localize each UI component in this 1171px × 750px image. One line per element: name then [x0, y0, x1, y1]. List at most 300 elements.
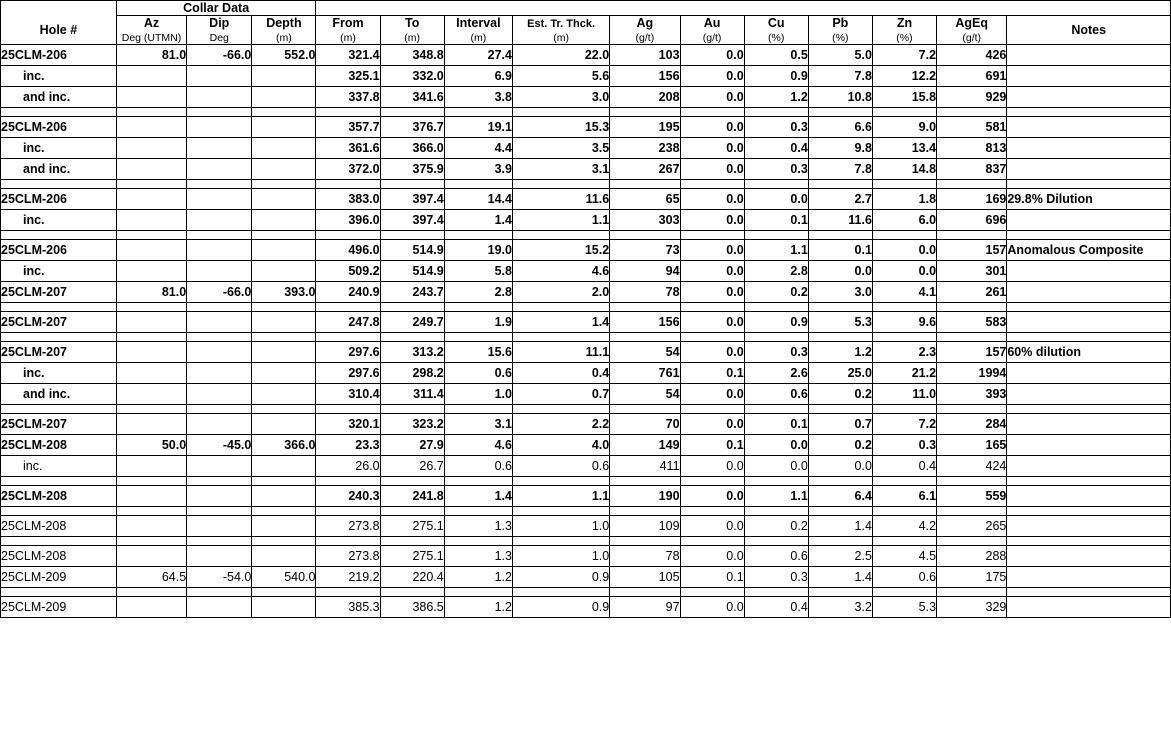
- cell-cu: 0.6: [744, 384, 808, 405]
- cell-notes: [1007, 159, 1171, 180]
- cell-azimuth: [116, 87, 186, 108]
- cell-interval: 1.4: [444, 486, 512, 507]
- cell-ageq: 837: [937, 159, 1007, 180]
- cell-ageq: 696: [937, 210, 1007, 231]
- cell-au: [680, 231, 744, 240]
- cell-dip: [187, 138, 252, 159]
- cell-dip: -66.0: [187, 282, 252, 303]
- cell-ageq: [937, 477, 1007, 486]
- cell-to: 220.4: [380, 567, 444, 588]
- cell-depth: 552.0: [252, 45, 316, 66]
- cell-zn: 4.5: [872, 546, 936, 567]
- cell-depth: [252, 231, 316, 240]
- header-pb-label: Pb: [832, 16, 849, 31]
- cell-azimuth: 81.0: [116, 45, 186, 66]
- cell-to: [380, 303, 444, 312]
- cell-notes: [1007, 210, 1171, 231]
- header-est-tr-thck-unit: (m): [553, 31, 569, 44]
- cell-notes: [1007, 87, 1171, 108]
- cell-dip: [187, 261, 252, 282]
- cell-interval: 4.6: [444, 435, 512, 456]
- cell-dip: [187, 414, 252, 435]
- cell-notes: 60% dilution: [1007, 342, 1171, 363]
- table-row: [1, 414, 1171, 435]
- cell-depth: [252, 384, 316, 405]
- cell-pb: 5.3: [808, 312, 872, 333]
- cell-zn: 9.6: [872, 312, 936, 333]
- cell-au: [680, 333, 744, 342]
- cell-notes: [1007, 261, 1171, 282]
- table-row: [1, 138, 1171, 159]
- cell-dip: [187, 516, 252, 537]
- cell-to: 366.0: [380, 138, 444, 159]
- cell-au: [680, 180, 744, 189]
- cell-from: 297.6: [316, 342, 380, 363]
- cell-azimuth: 64.5: [116, 567, 186, 588]
- table-row: [1, 189, 1171, 210]
- cell-to: 386.5: [380, 597, 444, 618]
- cell-hole-id: 25CLM-208: [1, 435, 117, 456]
- cell-dip: [187, 312, 252, 333]
- cell-au: 0.0: [680, 597, 744, 618]
- cell-cu: 0.5: [744, 45, 808, 66]
- cell-to: 514.9: [380, 261, 444, 282]
- cell-ag: 78: [610, 282, 680, 303]
- header-depth: [252, 16, 316, 45]
- cell-au: [680, 537, 744, 546]
- cell-from: 385.3: [316, 597, 380, 618]
- cell-hole-id: 25CLM-207: [1, 282, 117, 303]
- cell-pb: [808, 108, 872, 117]
- cell-ag: 109: [610, 516, 680, 537]
- cell-ag: 761: [610, 363, 680, 384]
- cell-pb: 1.4: [808, 567, 872, 588]
- table-row-spacer: [1, 477, 1171, 486]
- cell-au: 0.0: [680, 342, 744, 363]
- cell-from: [316, 507, 380, 516]
- header-from-label: From: [332, 16, 364, 31]
- header-to: [380, 16, 444, 45]
- cell-from: 396.0: [316, 210, 380, 231]
- table-row: [1, 486, 1171, 507]
- cell-est-tr-thck: 0.7: [512, 384, 609, 405]
- cell-hole-id: 25CLM-206: [1, 45, 117, 66]
- cell-to: [380, 588, 444, 597]
- cell-au: [680, 477, 744, 486]
- cell-zn: 1.8: [872, 189, 936, 210]
- cell-depth: [252, 180, 316, 189]
- header-cu-unit: (%): [768, 31, 785, 44]
- cell-depth: [252, 546, 316, 567]
- cell-interval: [444, 333, 512, 342]
- cell-hole-id: and inc.: [1, 384, 117, 405]
- cell-cu: 0.2: [744, 282, 808, 303]
- cell-pb: 3.0: [808, 282, 872, 303]
- cell-ag: [610, 180, 680, 189]
- cell-zn: 21.2: [872, 363, 936, 384]
- cell-ag: 238: [610, 138, 680, 159]
- cell-pb: [808, 507, 872, 516]
- cell-est-tr-thck: 5.6: [512, 66, 609, 87]
- cell-azimuth: [116, 108, 186, 117]
- cell-est-tr-thck: 15.3: [512, 117, 609, 138]
- cell-from: [316, 303, 380, 312]
- header-to-unit: (m): [404, 31, 421, 44]
- cell-azimuth: 81.0: [116, 282, 186, 303]
- cell-zn: 2.3: [872, 342, 936, 363]
- cell-interval: 27.4: [444, 45, 512, 66]
- table-row-spacer: [1, 405, 1171, 414]
- cell-depth: [252, 414, 316, 435]
- header-ageq-unit: (g/t): [962, 31, 982, 44]
- cell-cu: 2.8: [744, 261, 808, 282]
- cell-hole-id: 25CLM-208: [1, 546, 117, 567]
- cell-zn: 15.8: [872, 87, 936, 108]
- header-interval: [444, 16, 512, 45]
- cell-interval: 15.6: [444, 342, 512, 363]
- header-depth-label: Depth: [266, 16, 302, 31]
- cell-est-tr-thck: 2.2: [512, 414, 609, 435]
- cell-hole-id: and inc.: [1, 159, 117, 180]
- cell-depth: [252, 456, 316, 477]
- cell-ageq: 329: [937, 597, 1007, 618]
- cell-zn: 6.1: [872, 486, 936, 507]
- cell-est-tr-thck: 3.1: [512, 159, 609, 180]
- header-dip-label: Dip: [209, 16, 230, 31]
- cell-notes: [1007, 486, 1171, 507]
- cell-interval: 3.8: [444, 87, 512, 108]
- cell-ageq: 424: [937, 456, 1007, 477]
- cell-cu: [744, 588, 808, 597]
- cell-from: 219.2: [316, 567, 380, 588]
- cell-notes: [1007, 384, 1171, 405]
- cell-azimuth: [116, 210, 186, 231]
- cell-ageq: [937, 180, 1007, 189]
- cell-from: 372.0: [316, 159, 380, 180]
- cell-to: 376.7: [380, 117, 444, 138]
- cell-depth: [252, 138, 316, 159]
- cell-interval: 1.0: [444, 384, 512, 405]
- cell-ageq: 284: [937, 414, 1007, 435]
- table-row: [1, 363, 1171, 384]
- cell-cu: 1.1: [744, 240, 808, 261]
- cell-depth: [252, 261, 316, 282]
- cell-interval: 1.2: [444, 597, 512, 618]
- cell-zn: [872, 180, 936, 189]
- header-cu-label: Cu: [767, 16, 785, 31]
- cell-from: 273.8: [316, 516, 380, 537]
- cell-zn: 13.4: [872, 138, 936, 159]
- cell-zn: [872, 588, 936, 597]
- cell-dip: [187, 597, 252, 618]
- header-au: [680, 16, 744, 45]
- cell-cu: 0.0: [744, 435, 808, 456]
- header-spacer-hole: [1, 1, 117, 16]
- cell-depth: [252, 312, 316, 333]
- cell-ag: [610, 405, 680, 414]
- cell-cu: [744, 405, 808, 414]
- cell-azimuth: [116, 342, 186, 363]
- cell-hole-id: 25CLM-207: [1, 312, 117, 333]
- cell-zn: [872, 108, 936, 117]
- cell-depth: [252, 240, 316, 261]
- cell-depth: [252, 537, 316, 546]
- table-row: [1, 567, 1171, 588]
- cell-interval: 3.9: [444, 159, 512, 180]
- cell-ag: 195: [610, 117, 680, 138]
- cell-cu: 0.3: [744, 567, 808, 588]
- table-row: [1, 87, 1171, 108]
- cell-pb: [808, 333, 872, 342]
- cell-notes: [1007, 507, 1171, 516]
- cell-est-tr-thck: 11.6: [512, 189, 609, 210]
- cell-est-tr-thck: 4.6: [512, 261, 609, 282]
- cell-cu: 0.3: [744, 342, 808, 363]
- cell-ag: [610, 477, 680, 486]
- cell-azimuth: [116, 405, 186, 414]
- cell-est-tr-thck: 1.4: [512, 312, 609, 333]
- cell-azimuth: [116, 312, 186, 333]
- cell-from: [316, 333, 380, 342]
- cell-notes: [1007, 117, 1171, 138]
- cell-depth: [252, 66, 316, 87]
- cell-to: 241.8: [380, 486, 444, 507]
- cell-ag: [610, 108, 680, 117]
- cell-dip: -66.0: [187, 45, 252, 66]
- cell-azimuth: [116, 363, 186, 384]
- header-az-label: Az: [143, 16, 160, 31]
- cell-from: 26.0: [316, 456, 380, 477]
- cell-zn: 4.1: [872, 282, 936, 303]
- cell-au: 0.0: [680, 546, 744, 567]
- cell-azimuth: [116, 384, 186, 405]
- cell-from: [316, 405, 380, 414]
- cell-cu: 1.2: [744, 87, 808, 108]
- cell-zn: 0.3: [872, 435, 936, 456]
- table-row-spacer: [1, 507, 1171, 516]
- header-group-row: [1, 1, 1171, 16]
- cell-from: 23.3: [316, 435, 380, 456]
- cell-est-tr-thck: 0.6: [512, 456, 609, 477]
- cell-hole-id: inc.: [1, 363, 117, 384]
- cell-azimuth: [116, 333, 186, 342]
- header-est-tr-thck-label: Est. Tr. Thck.: [527, 18, 596, 30]
- header-interval-label: Interval: [456, 16, 501, 31]
- cell-au: 0.0: [680, 414, 744, 435]
- cell-dip: [187, 363, 252, 384]
- table-row: [1, 240, 1171, 261]
- cell-interval: 6.9: [444, 66, 512, 87]
- cell-hole-id: 25CLM-207: [1, 342, 117, 363]
- header-labels-row: [1, 16, 1171, 45]
- cell-interval: 14.4: [444, 189, 512, 210]
- cell-notes: [1007, 435, 1171, 456]
- cell-ageq: 157: [937, 342, 1007, 363]
- cell-notes: [1007, 363, 1171, 384]
- cell-ageq: 301: [937, 261, 1007, 282]
- cell-interval: 3.1: [444, 414, 512, 435]
- cell-au: [680, 588, 744, 597]
- header-collar-data: Collar Data: [116, 1, 316, 16]
- cell-azimuth: [116, 486, 186, 507]
- cell-zn: 0.0: [872, 240, 936, 261]
- cell-notes: [1007, 537, 1171, 546]
- table-row-spacer: [1, 333, 1171, 342]
- cell-est-tr-thck: 0.9: [512, 597, 609, 618]
- cell-from: 337.8: [316, 87, 380, 108]
- cell-hole-id: 25CLM-206: [1, 189, 117, 210]
- cell-pb: 0.0: [808, 261, 872, 282]
- cell-from: 383.0: [316, 189, 380, 210]
- cell-notes: [1007, 333, 1171, 342]
- cell-cu: 0.6: [744, 546, 808, 567]
- cell-est-tr-thck: [512, 405, 609, 414]
- cell-interval: 1.3: [444, 546, 512, 567]
- table-row: [1, 66, 1171, 87]
- cell-azimuth: [116, 597, 186, 618]
- cell-depth: [252, 516, 316, 537]
- cell-depth: [252, 189, 316, 210]
- cell-ag: 78: [610, 546, 680, 567]
- cell-cu: [744, 180, 808, 189]
- cell-to: [380, 231, 444, 240]
- cell-azimuth: [116, 66, 186, 87]
- cell-interval: [444, 303, 512, 312]
- header-hole-label: Hole #: [39, 22, 78, 37]
- cell-cu: 0.9: [744, 312, 808, 333]
- cell-cu: [744, 303, 808, 312]
- table-row-spacer: [1, 231, 1171, 240]
- cell-to: 397.4: [380, 189, 444, 210]
- cell-hole-id: [1, 507, 117, 516]
- header-ageq: [937, 16, 1007, 45]
- cell-depth: 540.0: [252, 567, 316, 588]
- cell-ag: 70: [610, 414, 680, 435]
- cell-est-tr-thck: 15.2: [512, 240, 609, 261]
- cell-ag: [610, 303, 680, 312]
- cell-hole-id: 25CLM-208: [1, 516, 117, 537]
- cell-to: [380, 507, 444, 516]
- cell-pb: 7.8: [808, 66, 872, 87]
- cell-to: 514.9: [380, 240, 444, 261]
- cell-from: 240.9: [316, 282, 380, 303]
- cell-ag: 54: [610, 342, 680, 363]
- cell-au: 0.0: [680, 240, 744, 261]
- cell-notes: [1007, 567, 1171, 588]
- cell-hole-id: 25CLM-207: [1, 414, 117, 435]
- cell-au: 0.0: [680, 486, 744, 507]
- cell-cu: 0.3: [744, 159, 808, 180]
- cell-to: 243.7: [380, 282, 444, 303]
- cell-dip: -45.0: [187, 435, 252, 456]
- cell-est-tr-thck: 22.0: [512, 45, 609, 66]
- cell-ageq: 691: [937, 66, 1007, 87]
- cell-notes: [1007, 405, 1171, 414]
- cell-to: [380, 180, 444, 189]
- header-from-unit: (m): [340, 31, 356, 44]
- table-row-spacer: [1, 180, 1171, 189]
- cell-interval: 19.1: [444, 117, 512, 138]
- cell-dip: [187, 384, 252, 405]
- table-row-spacer: [1, 303, 1171, 312]
- cell-pb: 6.6: [808, 117, 872, 138]
- table-row: [1, 312, 1171, 333]
- cell-est-tr-thck: 3.5: [512, 138, 609, 159]
- cell-au: [680, 108, 744, 117]
- cell-au: 0.0: [680, 456, 744, 477]
- cell-zn: 0.6: [872, 567, 936, 588]
- cell-from: 247.8: [316, 312, 380, 333]
- cell-cu: 0.4: [744, 597, 808, 618]
- cell-pb: 10.8: [808, 87, 872, 108]
- header-zn-unit: (%): [896, 31, 913, 44]
- cell-azimuth: [116, 138, 186, 159]
- cell-dip: [187, 240, 252, 261]
- cell-azimuth: [116, 546, 186, 567]
- cell-notes: [1007, 282, 1171, 303]
- cell-interval: 0.6: [444, 363, 512, 384]
- cell-ag: [610, 588, 680, 597]
- cell-notes: [1007, 231, 1171, 240]
- cell-pb: 1.2: [808, 342, 872, 363]
- cell-est-tr-thck: 3.0: [512, 87, 609, 108]
- cell-cu: [744, 507, 808, 516]
- cell-to: 323.2: [380, 414, 444, 435]
- cell-azimuth: [116, 303, 186, 312]
- cell-dip: [187, 342, 252, 363]
- cell-ageq: [937, 507, 1007, 516]
- cell-ageq: 813: [937, 138, 1007, 159]
- cell-est-tr-thck: [512, 108, 609, 117]
- cell-ageq: 559: [937, 486, 1007, 507]
- cell-ag: 149: [610, 435, 680, 456]
- cell-hole-id: inc.: [1, 456, 117, 477]
- header-to-label: To: [404, 16, 420, 31]
- header-est-tr-thck: [512, 16, 609, 45]
- cell-notes: [1007, 66, 1171, 87]
- cell-azimuth: [116, 231, 186, 240]
- cell-azimuth: [116, 456, 186, 477]
- cell-from: 509.2: [316, 261, 380, 282]
- cell-est-tr-thck: 1.1: [512, 486, 609, 507]
- cell-zn: 12.2: [872, 66, 936, 87]
- cell-to: 397.4: [380, 210, 444, 231]
- cell-ag: 208: [610, 87, 680, 108]
- header-interval-unit: (m): [470, 31, 487, 44]
- cell-ageq: 261: [937, 282, 1007, 303]
- cell-pb: 0.7: [808, 414, 872, 435]
- cell-pb: 1.4: [808, 516, 872, 537]
- cell-ag: 73: [610, 240, 680, 261]
- cell-au: 0.0: [680, 516, 744, 537]
- table-row: [1, 516, 1171, 537]
- cell-pb: 6.4: [808, 486, 872, 507]
- cell-ageq: 393: [937, 384, 1007, 405]
- cell-depth: [252, 117, 316, 138]
- cell-interval: 1.4: [444, 210, 512, 231]
- cell-to: [380, 477, 444, 486]
- cell-azimuth: [116, 516, 186, 537]
- cell-interval: [444, 537, 512, 546]
- cell-pb: 2.7: [808, 189, 872, 210]
- cell-ag: 156: [610, 66, 680, 87]
- cell-zn: 7.2: [872, 414, 936, 435]
- cell-interval: 1.9: [444, 312, 512, 333]
- table-row: [1, 597, 1171, 618]
- cell-interval: [444, 507, 512, 516]
- cell-cu: 1.1: [744, 486, 808, 507]
- cell-ageq: 169: [937, 189, 1007, 210]
